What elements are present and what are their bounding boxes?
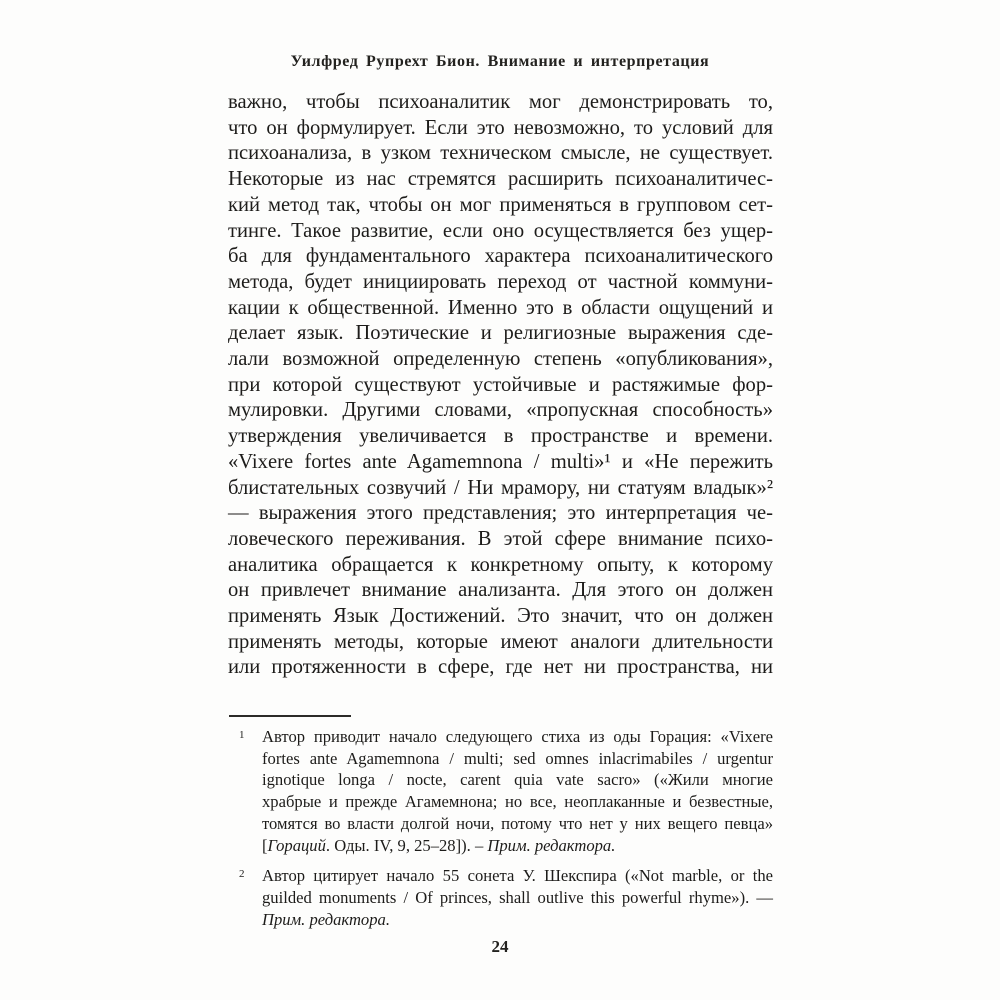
body-line: или протяженности в сфере, где нет ни пространства, ни: [228, 656, 773, 679]
footnote-italic-editor-note: Прим. редактора.: [487, 835, 616, 855]
footnote-separator-rule: [229, 715, 351, 717]
body-line: кий метод так, чтобы он мог применяться в групповом сет-: [228, 193, 773, 216]
body-line: тинге. Такое развитие, если оно осуществляется без ущер-: [228, 219, 773, 242]
body-line: что он формулирует. Если это невозможно, то условий для: [228, 116, 773, 139]
body-line: он привлечет внимание анализанта. Для этого он должен: [228, 579, 773, 602]
footnote-line: guilded monuments / Of princes, shall outlive this powerful rhyme»). —: [262, 887, 773, 907]
body-line: — выражения этого представления; это интерпретация че-: [228, 502, 773, 525]
footnote-2-marker: 2: [239, 868, 245, 881]
footnote-italic-source: Гораций: [267, 835, 326, 855]
footnote-line: храбрые и прежде Агамемнона; но все, неоплаканные и безвестные,: [262, 792, 773, 812]
footnote-2: [228, 865, 773, 930]
body-line: ловеческого переживания. В этой сфере внимание психо-: [228, 527, 773, 550]
body-line: мулировки. Другими словами, «пропускная способность»: [228, 399, 773, 422]
body-line: кации к общественной. Именно это в области ощущений и: [228, 296, 773, 319]
footnote-1: [228, 726, 773, 856]
body-line: лали возможной определенную степень «опубликования»,: [228, 348, 773, 371]
body-line: при которой существуют устойчивые и растяжимые фор-: [228, 373, 773, 396]
footnotes-block: [228, 726, 773, 930]
body-line: делает язык. Поэтические и религиозные выражения сде-: [228, 322, 773, 345]
footnote-line: томятся во власти долгой ночи, потому что нет у них вещего певца»: [262, 813, 773, 833]
running-head: Уилфред Рупрехт Бион. Внимание и интерпретация: [290, 53, 710, 70]
body-line: утверждения увеличивается в пространстве и времени.: [228, 425, 773, 448]
footnote-line: Автор приводит начало следующего стиха из оды Горация: «Vixere: [262, 727, 773, 746]
body-text: [228, 90, 773, 681]
body-line: блистательных созвучий / Ни мрамору, ни статуям владык»²: [228, 476, 773, 499]
body-line: аналитика обращается к конкретному опыту, к которому: [228, 553, 773, 576]
footnote-line: Автор цитирует начало 55 сонета У. Шекспира («Not marble, or the: [262, 866, 773, 886]
footnote-1-marker: 1: [239, 729, 245, 741]
body-line: применять методы, которые имеют аналоги длительности: [228, 630, 773, 653]
body-line: метода, будет инициировать переход от частной коммуни-: [228, 270, 773, 293]
body-line: ба для фундаментального характера психоаналитического: [228, 245, 773, 268]
footnote-line: [262, 835, 773, 857]
footnote-line: fortes ante Agamemnona / multi; sed omnes inlacrimabiles / urgentur: [262, 748, 773, 768]
body-line: Некоторые из нас стремятся расширить психоаналитичес-: [228, 168, 773, 191]
footnote-italic-editor-note: Прим. редактора.: [262, 909, 390, 929]
footnote-line: [262, 909, 773, 931]
footnote-text: . Оды. IV, 9, 25–28]). –: [325, 835, 488, 855]
page-number: 24: [491, 937, 509, 956]
body-line: применять Язык Достижений. Это значит, что он должен: [228, 605, 773, 628]
body-line: психоанализа, в узком техническом смысле, не существует.: [228, 142, 773, 165]
footnote-text: [: [262, 835, 268, 855]
body-line: важно, чтобы психоаналитик мог демонстрировать то,: [228, 91, 773, 113]
body-line: «Vixere fortes ante Agamemnona / multi»¹ и «Не пережить: [228, 450, 773, 473]
footnote-line: ignotique longa / nocte, carent quia vate sacro» («Жили многие: [262, 770, 773, 790]
